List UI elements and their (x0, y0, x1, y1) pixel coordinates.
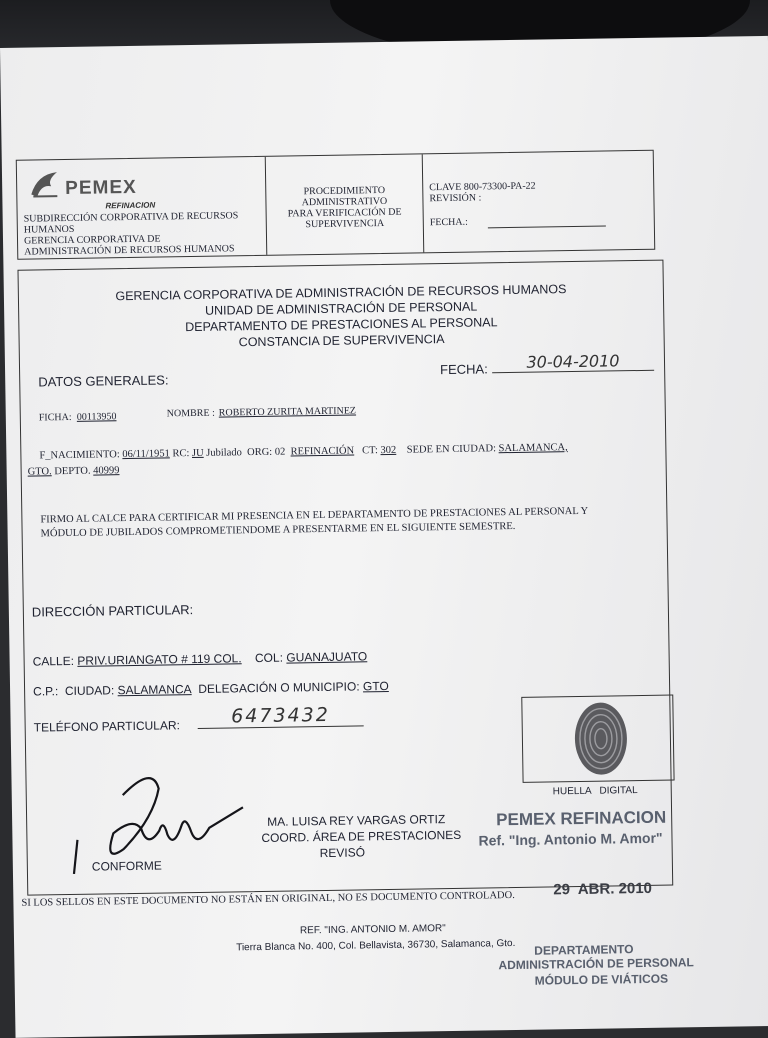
fecha-label: FECHA: (439, 361, 488, 378)
stamp-date: 29 ABR. 2010 (553, 879, 653, 899)
nombre-value: ROBERTO ZURITA MARTINEZ (218, 405, 357, 419)
sede-value: SALAMANCA, (498, 442, 568, 455)
gerencia-line-2: ADMINISTRACIÓN DE RECURSOS HUMANOS (24, 243, 235, 258)
nacimiento-value: 06/11/1951 (122, 448, 170, 461)
sede-label: SEDE EN CIUDAD: (406, 443, 497, 456)
telefono-label: TELÉFONO PARTICULAR: (33, 718, 181, 735)
calle-label: CALLE: (32, 653, 75, 669)
stamp-line-1: PEMEX REFINACION (496, 807, 667, 830)
datos-generales-heading: DATOS GENERALES: (38, 372, 169, 390)
subdireccion-line-2: HUMANOS (23, 223, 75, 236)
depto-row (28, 465, 120, 477)
header-fecha-label: FECHA.: (429, 216, 468, 229)
ciudad-label: CIUDAD: (64, 683, 115, 699)
title-constancia: CONSTANCIA DE SUPERVIVENCIA (238, 332, 445, 350)
header-cell-org (17, 157, 268, 259)
calle-value: PRIV.URIANGATO # 119 COL. (77, 651, 242, 668)
nacimiento-row (39, 442, 567, 461)
org-label: ORG: 02 (247, 446, 286, 459)
procedimiento-line-2: ADMINISTRATIVO (301, 195, 388, 209)
conforme-label: CONFORME (91, 858, 162, 874)
stamp-line-3: DEPARTAMENTO (534, 942, 634, 958)
direccion-heading: DIRECCIÓN PARTICULAR: (31, 602, 194, 620)
huella-box (521, 695, 674, 783)
procedimiento-line-3: PARA VERIFICACIÓN DE (287, 206, 402, 220)
ct-label: CT: (361, 445, 378, 457)
main-form-box (17, 260, 673, 896)
gto-text: GTO. (27, 466, 52, 478)
delegacion-label: DELEGACIÓN O MUNICIPIO: (198, 679, 360, 696)
col-label: COL: (254, 650, 284, 666)
header-cell-procedimiento (266, 154, 425, 254)
declaration-line-1: FIRMO AL CALCE PARA CERTIFICAR MI PRESENCIA EN EL DEPARTAMENTO DE PRESTACIONES AL PERSONAL Y (40, 505, 589, 526)
ficha-value: 00113950 (76, 411, 117, 423)
pemex-eagle-icon (27, 168, 63, 201)
ciudad-row (33, 679, 389, 699)
reviso-name: MA. LUISA REY VARGAS ORTIZ (267, 812, 446, 829)
declaration-line-2: MÓDULO DE JUBILADOS COMPROMETIENDOME A PRESENTARME EN EL SIGUIENTE SEMESTRE. (40, 520, 516, 540)
title-departamento: DEPARTAMENTO DE PRESTACIONES AL PERSONAL (185, 315, 498, 335)
ciudad-value: SALAMANCA (117, 682, 192, 698)
fingerprint-icon (570, 698, 631, 779)
stamp-line-4: ADMINISTRACIÓN DE PERSONAL (498, 955, 694, 973)
rc-label: RC: (172, 448, 190, 460)
reviso-title: COORD. ÁREA DE PRESTACIONES (261, 827, 462, 845)
depto-value: 40999 (93, 465, 120, 477)
subdireccion-line-1: SUBDIRECCIÓN CORPORATIVA DE RECURSOS (23, 210, 239, 225)
col-value: GUANAJUATO (286, 649, 368, 665)
depto-label: DEPTO. (54, 465, 91, 478)
calle-row (33, 649, 368, 668)
jubilado-text: Jubilado (206, 447, 242, 459)
pemex-logo: PEMEX (65, 176, 137, 199)
footer-ref: REF. "ING. ANTONIO M. AMOR" (299, 923, 446, 937)
clave: CLAVE 800-73300-PA-22 (429, 180, 536, 194)
footer-notice: SI LOS SELLOS EN ESTE DOCUMENTO NO ESTÁN EN ORIGINAL, NO ES DOCUMENTO CONTROLADO. (21, 890, 515, 909)
nacimiento-label: F_NACIMIENTO: (39, 449, 120, 462)
ficha-label: FICHA: (38, 411, 72, 424)
header-table (16, 150, 655, 260)
stamp-line-2: Ref. "Ing. Antonio M. Amor" (478, 829, 663, 849)
telefono-value: 6473432 (197, 703, 363, 729)
gerencia-line-1: GERENCIA CORPORATIVA DE (23, 233, 161, 247)
cp-label: C.P.: (33, 684, 59, 699)
stamp-line-5: MÓDULO DE VIÁTICOS (534, 971, 669, 988)
fecha-value: 30-04-2010 (492, 351, 654, 374)
title-gerencia: GERENCIA CORPORATIVA DE ADMINISTRACIÓN DE RECURSOS HUMANOS (115, 282, 567, 304)
rc-value: JU (191, 447, 204, 460)
title-unidad: UNIDAD DE ADMINISTRACIÓN DE PERSONAL (204, 299, 478, 318)
footer-address: Tierra Blanca No. 400, Col. Bellavista, 36730, Salamanca, Gto. (236, 938, 516, 954)
org-value: REFINACIÓN (290, 445, 355, 458)
procedimiento-line-4: SUPERVIVENCIA (305, 217, 385, 231)
ct-value: 302 (380, 444, 397, 457)
procedimiento-line-1: PROCEDIMIENTO (303, 184, 386, 198)
reviso-label: REVISÓ (319, 845, 366, 861)
delegacion-value: GTO (362, 678, 389, 694)
pemex-logo-sub: REFINACION (105, 200, 156, 211)
document-page (0, 36, 768, 1038)
nombre-label: NOMBRE : (166, 407, 215, 420)
revision-label: REVISIÓN : (429, 192, 482, 205)
header-fecha-line (488, 226, 606, 229)
huella-label: HUELLA DIGITAL (552, 785, 638, 798)
